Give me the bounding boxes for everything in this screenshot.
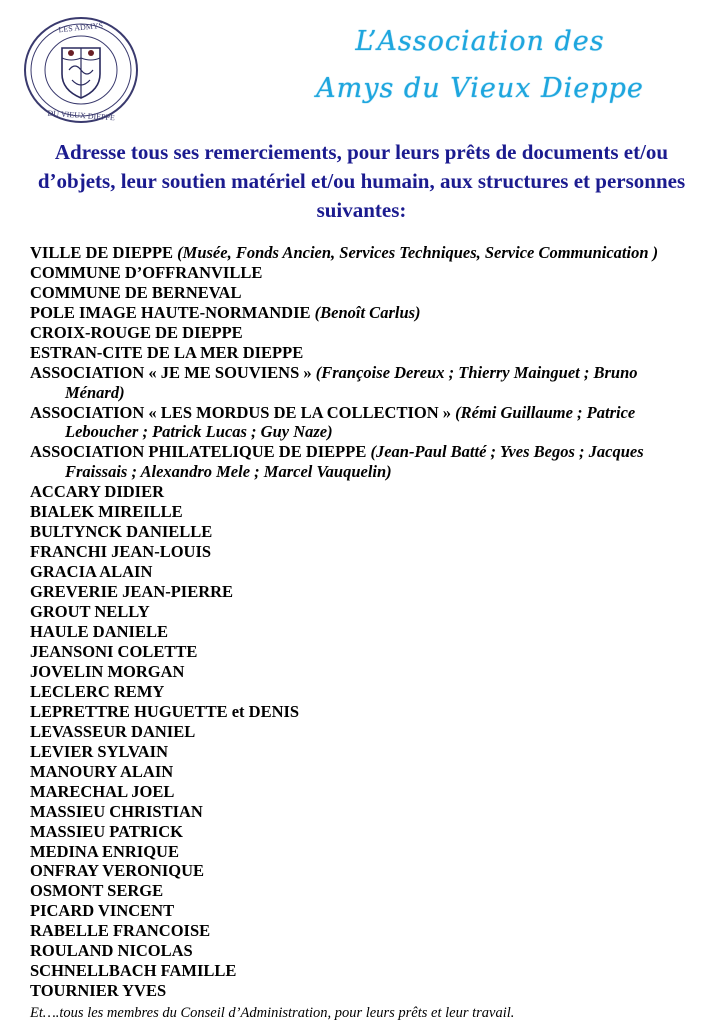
entry-name: MANOURY ALAIN: [30, 761, 174, 781]
list-item: [30, 822, 690, 842]
svg-text:DU VIEUX DIEPPE: DU VIEUX DIEPPE: [47, 108, 116, 123]
entry-name: OSMONT SERGE: [30, 881, 164, 901]
list-item: [30, 482, 690, 502]
entry-name: ROULAND NICOLAS: [30, 941, 193, 961]
entry-name: COMMUNE DE BERNEVAL: [30, 282, 242, 302]
list-item: [30, 303, 690, 323]
list-item: [30, 502, 690, 522]
entry-detail: (Jean-Paul Batté ; Yves Begos ; Jacques Fraissais ; Alexandro Mele ; Marcel Vauquelin): [65, 442, 644, 482]
entry-name: TOURNIER YVES: [30, 981, 167, 1001]
association-seal-icon: [22, 14, 140, 126]
intro-paragraph: Adresse tous ses remerciements, pour leurs prêts de documents et/ou d’objets, leur soutien matériel et/ou humain, aux structures et personnes suivantes:: [37, 140, 686, 222]
footnote: Et….tous les membres du Conseil d’Administration, pour leurs prêts et leur travail.: [30, 1005, 515, 1022]
entry-name: SCHNELLBACH FAMILLE: [30, 961, 237, 981]
list-item: [30, 363, 690, 403]
list-item: [30, 343, 690, 363]
entry-name: ONFRAY VERONIQUE: [30, 861, 205, 881]
entry-detail: (Françoise Dereux ; Thierry Mainguet ; Bruno Ménard): [65, 362, 638, 402]
list-item: [30, 642, 690, 662]
list-item: [30, 243, 690, 263]
list-item: [30, 323, 690, 343]
list-item: [30, 622, 690, 642]
list-item: [30, 861, 690, 881]
list-item: [30, 442, 690, 482]
entry-name: BIALEK MIREILLE: [30, 502, 183, 522]
entry-name: LEVASSEUR DANIEL: [30, 721, 196, 741]
list-item: [30, 403, 690, 443]
entry-name: MASSIEU PATRICK: [30, 821, 183, 841]
list-item: [30, 283, 690, 303]
title-line-1: L’Association des: [355, 26, 605, 57]
entry-name: MEDINA ENRIQUE: [30, 841, 179, 861]
entry-name: ASSOCIATION PHILATELIQUE DE DIEPPE: [30, 442, 367, 462]
entry-name: GREVERIE JEAN-PIERRE: [30, 582, 234, 602]
entry-detail: (Musée, Fonds Ancien, Services Techniques, Service Communication ): [177, 242, 659, 262]
entry-name: JOVELIN MORGAN: [30, 661, 185, 681]
entry-name: CROIX-ROUGE DE DIEPPE: [30, 322, 243, 342]
entry-name: HAULE DANIELE: [30, 622, 168, 642]
list-item: [30, 682, 690, 702]
list-item: [30, 901, 690, 921]
list-item: [30, 782, 690, 802]
list-item: [30, 842, 690, 862]
list-item: [30, 662, 690, 682]
entry-name: GROUT NELLY: [30, 602, 150, 622]
list-item: [30, 702, 690, 722]
entry-detail: (Benoît Carlus): [314, 302, 421, 322]
list-item: [30, 961, 690, 981]
entry-name: LEPRETTRE HUGUETTE et DENIS: [30, 701, 300, 721]
association-title: [250, 22, 710, 108]
entry-name: MASSIEU CHRISTIAN: [30, 801, 203, 821]
entry-name: ESTRAN-CITE DE LA MER DIEPPE: [30, 342, 304, 362]
entry-name: LEVIER SYLVAIN: [30, 741, 169, 761]
list-item: [30, 562, 690, 582]
entry-name: PICARD VINCENT: [30, 901, 175, 921]
list-item: [30, 881, 690, 901]
entry-name: MARECHAL JOEL: [30, 781, 175, 801]
acknowledgement-list: [30, 243, 690, 1001]
entry-name: LECLERC REMY: [30, 681, 165, 701]
list-item: [30, 981, 690, 1001]
entry-name: ASSOCIATION « LES MORDUS DE LA COLLECTION »: [30, 402, 451, 422]
list-item: [30, 802, 690, 822]
list-item: [30, 921, 690, 941]
title-line-2: Amys du Vieux Dieppe: [316, 73, 644, 105]
entry-name: ACCARY DIDIER: [30, 482, 165, 502]
list-item: [30, 542, 690, 562]
list-item: [30, 522, 690, 542]
document-header: [0, 0, 723, 132]
entry-name: ASSOCIATION « JE ME SOUVIENS »: [30, 362, 312, 382]
list-item: [30, 263, 690, 283]
entry-name: RABELLE FRANCOISE: [30, 921, 211, 941]
list-item: [30, 602, 690, 622]
list-item: [30, 582, 690, 602]
list-item: [30, 941, 690, 961]
entry-name: JEANSONI COLETTE: [30, 641, 198, 661]
entry-name: GRACIA ALAIN: [30, 562, 153, 582]
list-item: [30, 742, 690, 762]
entry-name: FRANCHI JEAN-LOUIS: [30, 542, 212, 562]
entry-name: COMMUNE D’OFFRANVILLE: [30, 262, 263, 282]
entry-name: BULTYNCK DANIELLE: [30, 522, 213, 542]
svg-text:LES ADMYS: LES ADMYS: [58, 20, 104, 35]
entry-detail: (Rémi Guillaume ; Patrice Leboucher ; Patrick Lucas ; Guy Naze): [65, 402, 636, 442]
list-item: [30, 722, 690, 742]
entry-name: POLE IMAGE HAUTE-NORMANDIE: [30, 302, 311, 322]
list-item: [30, 762, 690, 782]
entry-name: VILLE DE DIEPPE: [30, 242, 174, 262]
